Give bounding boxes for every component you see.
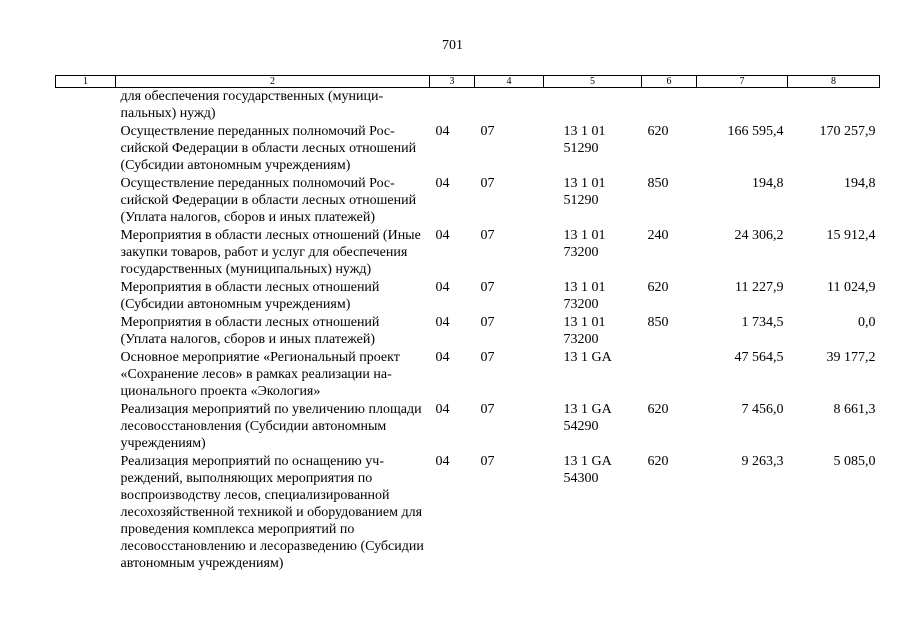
cell-name: Осуществление переданных полномочий Российской Федерации в области лесных отношений (Субсидии автономным учреждениям) [120, 124, 417, 173]
cell-amount-1: 47 564,5 [734, 350, 784, 365]
cell-col1 [56, 401, 116, 453]
column-header-8: 8 [788, 76, 880, 88]
table-row [56, 401, 880, 453]
cell-name: Мероприятия в области лесных отношений (Субсидии автономным учреждениям) [120, 280, 380, 312]
cell-subsection: 07 [480, 228, 495, 243]
cell-section: 04 [435, 454, 450, 469]
cell-section: 04 [435, 124, 450, 139]
cell-subsection: 07 [480, 280, 495, 295]
cell-name: Реализация мероприятий по увеличению площади лесовосстановления (Субсидии автономным учреждениям) [120, 402, 422, 451]
cell-col1 [56, 453, 116, 573]
cell-amount-2: 194,8 [844, 176, 876, 191]
cell-amount-2: 15 912,4 [826, 228, 876, 243]
table-header [56, 76, 880, 88]
cell-name: Мероприятия в области лесных отношений (Иные закупки товаров, работ и услуг для обеспечения государственных (муниципальных) нужд) [120, 228, 421, 277]
cell-expense-type: 240 [647, 228, 669, 243]
cell-amount-1: 194,8 [752, 176, 784, 191]
cell-col1 [56, 227, 116, 279]
cell-section: 04 [435, 350, 450, 365]
budget-table [55, 75, 880, 573]
cell-amount-2: 39 177,2 [826, 350, 876, 365]
cell-expense-type [642, 349, 697, 401]
cell-name: Мероприятия в области лесных отношений (Уплата налогов, сборов и иных платежей) [120, 315, 380, 347]
cell-subsection: 07 [480, 176, 495, 191]
cell-name: Реализация мероприятий по оснащению учреждений, выполняющих мероприятия по воспроизводству лесов, специализированной лесохозяйственной техникой и оборудованием для проведения комплекса мероприятий по лесовосстановлению и лесоразведению (Субсидии автономным учреждениям) [120, 454, 424, 571]
cell-section: 04 [435, 176, 450, 191]
cell-expense-type: 620 [647, 454, 669, 469]
cell-amount-2: 0,0 [858, 315, 876, 330]
cell-amount-2: 5 085,0 [833, 454, 876, 469]
cell-expense-type: 850 [647, 315, 669, 330]
cell-target-article: 13 1 GA [563, 350, 612, 365]
cell-target-article: 13 1 GA 54290 [563, 402, 611, 434]
table-body [56, 88, 880, 574]
cell-section: 04 [435, 315, 450, 330]
cell-subsection: 07 [480, 124, 495, 139]
header-row [56, 76, 880, 88]
cell-section: 04 [435, 280, 450, 295]
column-header-5: 5 [544, 76, 642, 88]
cell-expense-type: 620 [647, 402, 669, 417]
cell-subsection: 07 [480, 402, 495, 417]
cell-subsection: 07 [480, 315, 495, 330]
cell-expense-type: 620 [647, 124, 669, 139]
cell-col1 [56, 349, 116, 401]
cell-section: 04 [435, 402, 450, 417]
cell-target-article: 13 1 01 73200 [563, 315, 606, 347]
table-row [56, 279, 880, 314]
cell-name: Основное мероприятие «Региональный проект «Сохранение лесов» в рамках реализации национального проекта «Экология» [120, 350, 400, 399]
column-header-3: 3 [430, 76, 475, 88]
cell-amount-1: 9 263,3 [741, 454, 784, 469]
cell-target-article: 13 1 01 51290 [563, 124, 606, 156]
cell-expense-type: 620 [647, 280, 669, 295]
column-header-4: 4 [475, 76, 544, 88]
cell-amount-1: 7 456,0 [741, 402, 784, 417]
cell-expense-type: 850 [647, 176, 669, 191]
continuation-text: для обеспечения государственных (муниципальных) нужд) [120, 89, 384, 121]
cell-col1 [56, 175, 116, 227]
cell-col1 [56, 123, 116, 175]
cell-amount-2: 11 024,9 [827, 280, 876, 295]
cell-target-article: 13 1 GA 54300 [563, 454, 611, 486]
cell-amount-1: 1 734,5 [741, 315, 784, 330]
cell-amount-1: 24 306,2 [734, 228, 784, 243]
column-header-7: 7 [697, 76, 788, 88]
column-header-1: 1 [56, 76, 116, 88]
cell-section: 04 [435, 228, 450, 243]
cell-col1 [56, 314, 116, 349]
column-header-2: 2 [116, 76, 430, 88]
table-row [56, 227, 880, 279]
cell-amount-2: 170 257,9 [819, 124, 876, 139]
cell-target-article: 13 1 01 51290 [563, 176, 606, 208]
cell-col1 [56, 279, 116, 314]
table-row [56, 314, 880, 349]
cell-subsection: 07 [480, 454, 495, 469]
cell-amount-2: 8 661,3 [833, 402, 876, 417]
page-number: 701 [442, 38, 463, 53]
cell-amount-1: 11 227,9 [735, 280, 784, 295]
cell-name: Осуществление переданных полномочий Российской Федерации в области лесных отношений (Уплата налогов, сборов и иных платежей) [120, 176, 417, 225]
table-row [56, 175, 880, 227]
table-row [56, 349, 880, 401]
table-row [56, 453, 880, 573]
continuation-row [56, 88, 880, 124]
cell-amount-1: 166 595,4 [727, 124, 784, 139]
cell-target-article: 13 1 01 73200 [563, 280, 606, 312]
cell-subsection: 07 [480, 350, 495, 365]
table-row [56, 123, 880, 175]
column-header-6: 6 [642, 76, 697, 88]
cell-target-article: 13 1 01 73200 [563, 228, 606, 260]
